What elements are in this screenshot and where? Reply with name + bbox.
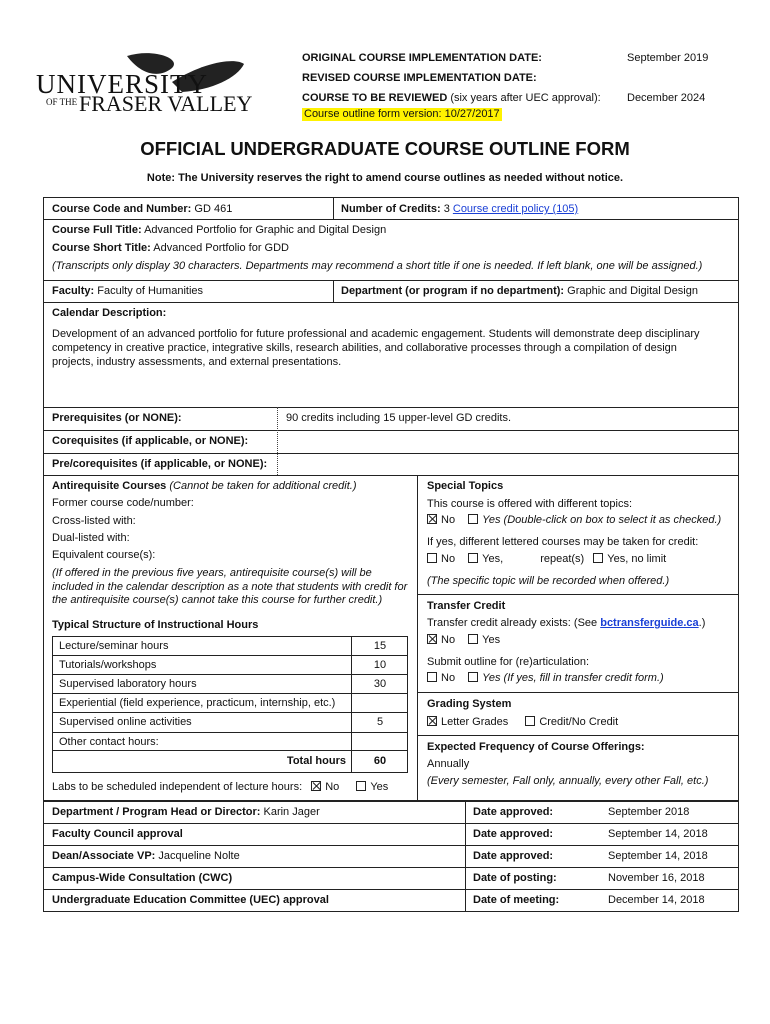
transfer-exists-end: .) <box>698 617 706 629</box>
labs-yes-checkbox[interactable] <box>356 781 366 791</box>
bctransferguide-link[interactable]: bctransferguide.ca <box>600 617 699 629</box>
topic-recorded-note: (The specific topic will be recorded when offered.) <box>427 575 670 587</box>
logo-line1: UNIVERSITY <box>36 69 208 99</box>
approval-label: Campus-Wide Consultation (CWC) <box>52 872 233 884</box>
submit-options <box>427 672 664 685</box>
lettered-yes-checkbox[interactable] <box>468 553 478 563</box>
labs-no-checkbox[interactable] <box>311 781 321 791</box>
grading-title: Grading System <box>427 698 512 710</box>
approval-row <box>52 872 232 885</box>
page-title: OFFICIAL UNDERGRADUATE COURSE OUTLINE FORM <box>140 138 630 159</box>
hours-row-label: Supervised laboratory hours <box>59 678 197 690</box>
calendar-label: Calendar Description: <box>52 307 167 319</box>
faculty-field[interactable] <box>52 285 203 298</box>
equivalent-label: Equivalent course(s): <box>52 549 156 561</box>
transfer-no-label: No <box>441 634 456 646</box>
lettered-yes-label: Yes, <box>482 553 504 565</box>
submit-outline-label: Submit outline for (re)articulation: <box>427 656 590 668</box>
approval-label: Faculty Council approval <box>52 828 183 840</box>
antireq-title-note: (Cannot be taken for additional credit.) <box>169 480 357 492</box>
prereq-label: Prerequisites (or NONE): <box>52 412 182 424</box>
lettered-options <box>427 553 666 566</box>
approval-row <box>52 806 320 819</box>
credit-no-credit-checkbox[interactable] <box>525 716 535 726</box>
hours-title: Typical Structure of Instructional Hours <box>52 619 259 631</box>
submit-no-checkbox[interactable] <box>427 672 437 682</box>
topics-yes-checkbox[interactable] <box>468 514 478 524</box>
full-title-label: Course Full Title: <box>52 224 142 236</box>
lettered-no-label: No <box>441 553 456 565</box>
credits-field[interactable] <box>341 203 578 216</box>
credits-label: Number of Credits: <box>341 203 441 215</box>
logo-line2a: OF THE <box>46 97 78 107</box>
approval-date-label: Date approved: <box>473 828 554 840</box>
letter-grades-label: Letter Grades <box>441 716 509 728</box>
hours-row-label: Lecture/seminar hours <box>59 640 169 652</box>
approval-row <box>52 850 240 863</box>
review-date-value: December 2024 <box>627 92 706 104</box>
faculty-value: Faculty of Humanities <box>97 285 204 297</box>
credit-policy-link[interactable]: Course credit policy (105) <box>452 203 579 215</box>
orig-date-value: September 2019 <box>627 52 709 64</box>
transfer-options <box>427 634 500 647</box>
hours-row-label: Tutorials/workshops <box>59 659 157 671</box>
approval-label: Department / Program Head or Director: <box>52 806 261 818</box>
total-hours-label: Total hours <box>286 755 346 767</box>
frequency-note: (Every semester, Fall only, annually, every other Fall, etc.) <box>427 775 709 787</box>
labs-independent <box>52 781 388 794</box>
credit-no-credit-label: Credit/No Credit <box>539 716 619 728</box>
faculty-label: Faculty: <box>52 285 95 297</box>
dual-listed-label: Dual-listed with: <box>52 532 130 544</box>
university-logo <box>32 50 252 120</box>
approval-label: Dean/Associate VP: <box>52 850 156 862</box>
prereq-value[interactable]: 90 credits including 15 upper-level GD credits. <box>286 412 512 424</box>
full-title-value: Advanced Portfolio for Graphic and Digital Design <box>144 224 387 236</box>
special-topics-title: Special Topics <box>427 480 504 492</box>
department-value: Graphic and Digital Design <box>567 285 698 297</box>
course-code-label: Course Code and Number: <box>52 203 192 215</box>
labs-yes-label: Yes <box>370 781 389 793</box>
approval-row <box>52 894 329 907</box>
transfer-exists <box>427 617 705 630</box>
credits-value: 3 <box>443 203 450 215</box>
antireq-heading <box>52 480 356 493</box>
former-code-label: Former course code/number: <box>52 497 194 509</box>
topics-yes-label: Yes (Double-click on box to select it as checked.) <box>482 514 722 526</box>
labs-no-label: No <box>325 781 340 793</box>
special-topics-options <box>427 514 721 527</box>
transfer-yes-checkbox[interactable] <box>468 634 478 644</box>
topics-no-label: No <box>441 514 456 526</box>
approval-name: Karin Jager <box>263 806 320 818</box>
total-hours-value: 60 <box>373 755 387 767</box>
no-limit-checkbox[interactable] <box>593 553 603 563</box>
transfer-yes-label: Yes <box>482 634 501 646</box>
form-version: Course outline form version: 10/27/2017 <box>304 108 500 120</box>
submit-yes-checkbox[interactable] <box>468 672 478 682</box>
full-title-field[interactable] <box>52 224 386 237</box>
hours-row-label: Experiential (field experience, practicum, internship, etc.) <box>59 697 336 709</box>
approval-date[interactable]: November 16, 2018 <box>608 872 705 884</box>
precoreq-label: Pre/corequisites (if applicable, or NONE): <box>52 458 268 470</box>
hours-row-value[interactable]: 10 <box>373 659 387 671</box>
review-label: COURSE TO BE REVIEWED <box>302 92 448 104</box>
approval-date[interactable]: September 2018 <box>608 806 690 818</box>
department-label: Department (or program if no department): <box>341 285 565 297</box>
hours-row-value[interactable]: 30 <box>373 678 387 690</box>
approval-date-label: Date of posting: <box>473 872 557 884</box>
approval-date-label: Date approved: <box>473 806 554 818</box>
antireq-title: Antirequisite Courses <box>52 480 167 492</box>
short-title-field[interactable] <box>52 242 289 255</box>
department-field[interactable] <box>341 285 698 298</box>
approval-date[interactable]: September 14, 2018 <box>608 850 708 862</box>
hours-row-label: Other contact hours: <box>59 736 159 748</box>
short-title-label: Course Short Title: <box>52 242 151 254</box>
approval-date-label: Date of meeting: <box>473 894 560 906</box>
transfer-exists-label: Transfer credit already exists: (See <box>427 617 598 629</box>
lettered-no-checkbox[interactable] <box>427 553 437 563</box>
coreq-label: Corequisites (if applicable, or NONE): <box>52 435 249 447</box>
labs-label: Labs to be scheduled independent of lecture hours: <box>52 781 303 793</box>
grading-options <box>427 716 618 729</box>
submit-no-label: No <box>441 672 456 684</box>
approval-date[interactable]: December 14, 2018 <box>608 894 705 906</box>
hours-row-value[interactable]: 5 <box>376 716 384 728</box>
submit-yes-label: Yes (If yes, fill in transfer credit form.) <box>482 672 664 684</box>
no-limit-label: Yes, no limit <box>607 553 667 565</box>
orig-date-label: ORIGINAL COURSE IMPLEMENTATION DATE: <box>302 52 542 64</box>
disclaimer-note: Note: The University reserves the right to amend course outlines as needed without notice. <box>146 172 624 184</box>
hours-row-value[interactable]: 15 <box>373 640 387 652</box>
frequency-value[interactable]: Annually <box>427 758 470 770</box>
transfer-title: Transfer Credit <box>427 600 506 612</box>
approval-label: Undergraduate Education Committee (UEC) approval <box>52 894 329 906</box>
course-code-value: GD 461 <box>194 203 233 215</box>
transfer-no-checkbox[interactable] <box>427 634 437 644</box>
letter-grades-checkbox[interactable] <box>427 716 437 726</box>
special-topics-line2: If yes, different lettered courses may be taken for credit: <box>427 536 699 548</box>
review-note: (six years after UEC approval): <box>450 92 601 104</box>
revised-date-label: REVISED COURSE IMPLEMENTATION DATE: <box>302 72 537 84</box>
repeat-label: repeat(s) <box>540 553 585 565</box>
antireq-note: (If offered in the previous five years, antirequisite course(s) will be included in the calendar description as a note that students with credit for the antirequisite course(s) cannot take this course for further credit.) <box>52 567 408 606</box>
frequency-title: Expected Frequency of Course Offerings: <box>427 741 645 753</box>
cross-listed-label: Cross-listed with: <box>52 515 136 527</box>
coreq-input[interactable] <box>282 432 732 450</box>
short-title-value: Advanced Portfolio for GDD <box>153 242 289 254</box>
approval-name: Jacqueline Nolte <box>158 850 240 862</box>
logo-line2b: FRASER VALLEY <box>79 91 253 116</box>
approval-row <box>52 828 183 841</box>
hours-row-label: Supervised online activities <box>59 716 192 728</box>
review-date-line <box>302 92 601 105</box>
precoreq-input[interactable] <box>282 455 732 473</box>
course-code-field[interactable] <box>52 203 232 216</box>
special-topics-line1: This course is offered with different topics: <box>427 498 633 510</box>
transcript-note: (Transcripts only display 30 characters. Departments may recommend a short title if one is needed. If left blank, one will be assigned.) <box>52 260 703 272</box>
approval-date[interactable]: September 14, 2018 <box>608 828 708 840</box>
topics-no-checkbox[interactable] <box>427 514 437 524</box>
calendar-description[interactable]: Development of an advanced portfolio for future professional and academic engagement. Students will demonstrate deep disciplinary competency in creative practice, integrative skills, research abilities, and collaborative processes through a compilation of design projects, industry assessments, and external presentations. <box>52 328 700 368</box>
approval-date-label: Date approved: <box>473 850 554 862</box>
